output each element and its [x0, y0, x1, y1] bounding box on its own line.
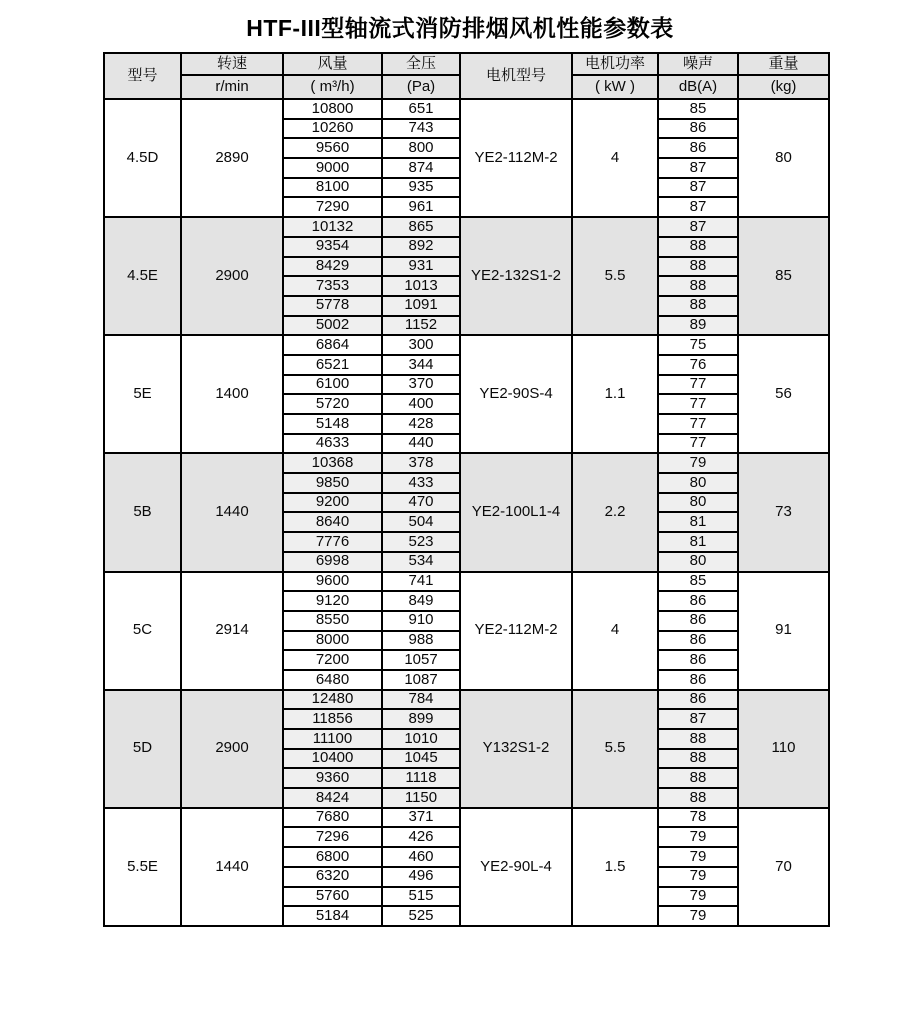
pressure-cell: 470: [382, 493, 460, 513]
speed-cell: 1400: [181, 335, 283, 453]
pressure-cell: 1091: [382, 296, 460, 316]
pressure-cell: 849: [382, 591, 460, 611]
noise-cell: 87: [658, 197, 738, 217]
pressure-cell: 874: [382, 158, 460, 178]
airflow-cell: 6100: [283, 375, 382, 395]
airflow-cell: 7776: [283, 532, 382, 552]
airflow-cell: 7353: [283, 276, 382, 296]
airflow-cell: 5760: [283, 887, 382, 907]
speed-cell: 2900: [181, 217, 283, 335]
pressure-cell: 1010: [382, 729, 460, 749]
col-header-model: 型号: [104, 53, 181, 99]
pressure-cell: 400: [382, 394, 460, 414]
noise-cell: 87: [658, 178, 738, 198]
table-row-5D-1: [104, 690, 829, 710]
pressure-cell: 931: [382, 257, 460, 277]
airflow-cell: 9354: [283, 237, 382, 257]
noise-cell: 88: [658, 788, 738, 808]
pressure-cell: 784: [382, 690, 460, 710]
noise-cell: 77: [658, 434, 738, 454]
noise-cell: 79: [658, 847, 738, 867]
noise-cell: 85: [658, 99, 738, 119]
col-header-noise: 噪声: [658, 53, 738, 75]
noise-cell: 88: [658, 768, 738, 788]
page-title: HTF-III型轴流式消防排烟风机性能参数表: [246, 15, 674, 41]
power-cell: 2.2: [572, 453, 658, 571]
pressure-cell: 910: [382, 611, 460, 631]
pressure-cell: 1045: [382, 749, 460, 769]
noise-cell: 79: [658, 906, 738, 926]
airflow-cell: 5002: [283, 316, 382, 336]
power-cell: 1.5: [572, 808, 658, 926]
col-unit-noise: dB(A): [658, 75, 738, 99]
col-unit-weight: (kg): [738, 75, 829, 99]
power-cell: 4: [572, 572, 658, 690]
weight-cell: 110: [738, 690, 829, 808]
table-row-4.5D-1: [104, 99, 829, 119]
pressure-cell: 300: [382, 335, 460, 355]
noise-cell: 79: [658, 887, 738, 907]
pressure-cell: 988: [382, 631, 460, 651]
noise-cell: 88: [658, 257, 738, 277]
noise-cell: 86: [658, 670, 738, 690]
noise-cell: 78: [658, 808, 738, 828]
motor-cell: YE2-132S1-2: [460, 217, 572, 335]
airflow-cell: 8429: [283, 257, 382, 277]
airflow-cell: 7200: [283, 650, 382, 670]
pressure-cell: 344: [382, 355, 460, 375]
pressure-cell: 433: [382, 473, 460, 493]
speed-cell: 2890: [181, 99, 283, 217]
noise-cell: 81: [658, 532, 738, 552]
noise-cell: 86: [658, 119, 738, 139]
power-cell: 4: [572, 99, 658, 217]
airflow-cell: 8100: [283, 178, 382, 198]
airflow-cell: 5778: [283, 296, 382, 316]
col-header-speed: 转速: [181, 53, 283, 75]
noise-cell: 79: [658, 453, 738, 473]
pressure-cell: 1150: [382, 788, 460, 808]
speed-cell: 2914: [181, 572, 283, 690]
airflow-cell: 9120: [283, 591, 382, 611]
col-unit-speed: r/min: [181, 75, 283, 99]
airflow-cell: 9600: [283, 572, 382, 592]
weight-cell: 56: [738, 335, 829, 453]
model-cell: 5E: [104, 335, 181, 453]
airflow-cell: 8000: [283, 631, 382, 651]
fan-spec-table: [103, 52, 830, 927]
airflow-cell: 6480: [283, 670, 382, 690]
noise-cell: 77: [658, 394, 738, 414]
header-label-row: [104, 53, 829, 75]
pressure-cell: 935: [382, 178, 460, 198]
table-row-5B-1: [104, 453, 829, 473]
weight-cell: 85: [738, 217, 829, 335]
noise-cell: 88: [658, 749, 738, 769]
noise-cell: 77: [658, 414, 738, 434]
pressure-cell: 651: [382, 99, 460, 119]
noise-cell: 86: [658, 611, 738, 631]
model-cell: 5B: [104, 453, 181, 571]
pressure-cell: 428: [382, 414, 460, 434]
pressure-cell: 899: [382, 709, 460, 729]
table-header: [104, 53, 829, 99]
pressure-cell: 371: [382, 808, 460, 828]
pressure-cell: 1118: [382, 768, 460, 788]
noise-cell: 85: [658, 572, 738, 592]
airflow-cell: 11856: [283, 709, 382, 729]
noise-cell: 86: [658, 650, 738, 670]
pressure-cell: 370: [382, 375, 460, 395]
pressure-cell: 460: [382, 847, 460, 867]
col-header-weight: 重量: [738, 53, 829, 75]
noise-cell: 87: [658, 217, 738, 237]
noise-cell: 79: [658, 867, 738, 887]
airflow-cell: 12480: [283, 690, 382, 710]
pressure-cell: 961: [382, 197, 460, 217]
noise-cell: 86: [658, 690, 738, 710]
pressure-cell: 741: [382, 572, 460, 592]
noise-cell: 75: [658, 335, 738, 355]
speed-cell: 1440: [181, 453, 283, 571]
col-header-airflow: 风量: [283, 53, 382, 75]
col-header-power: 电机功率: [572, 53, 658, 75]
pressure-cell: 1087: [382, 670, 460, 690]
airflow-cell: 6521: [283, 355, 382, 375]
airflow-cell: 8550: [283, 611, 382, 631]
airflow-cell: 6998: [283, 552, 382, 572]
motor-cell: YE2-90S-4: [460, 335, 572, 453]
noise-cell: 89: [658, 316, 738, 336]
airflow-cell: 4633: [283, 434, 382, 454]
airflow-cell: 8640: [283, 512, 382, 532]
weight-cell: 73: [738, 453, 829, 571]
model-cell: 5.5E: [104, 808, 181, 926]
noise-cell: 87: [658, 158, 738, 178]
airflow-cell: 9200: [283, 493, 382, 513]
pressure-cell: 534: [382, 552, 460, 572]
airflow-cell: 9850: [283, 473, 382, 493]
table-body: [104, 99, 829, 926]
pressure-cell: 496: [382, 867, 460, 887]
noise-cell: 88: [658, 276, 738, 296]
power-cell: 5.5: [572, 217, 658, 335]
weight-cell: 70: [738, 808, 829, 926]
pressure-cell: 426: [382, 827, 460, 847]
pressure-cell: 1057: [382, 650, 460, 670]
noise-cell: 87: [658, 709, 738, 729]
noise-cell: 86: [658, 631, 738, 651]
power-cell: 5.5: [572, 690, 658, 808]
noise-cell: 88: [658, 729, 738, 749]
col-header-motor: 电机型号: [460, 53, 572, 99]
pressure-cell: 1013: [382, 276, 460, 296]
motor-cell: YE2-112M-2: [460, 99, 572, 217]
airflow-cell: 6800: [283, 847, 382, 867]
table-row-5.5E-1: [104, 808, 829, 828]
pressure-cell: 378: [382, 453, 460, 473]
col-unit-pressure: (Pa): [382, 75, 460, 99]
pressure-cell: 515: [382, 887, 460, 907]
noise-cell: 80: [658, 552, 738, 572]
col-unit-airflow: ( m³/h): [283, 75, 382, 99]
airflow-cell: 5720: [283, 394, 382, 414]
pressure-cell: 743: [382, 119, 460, 139]
pressure-cell: 892: [382, 237, 460, 257]
airflow-cell: 10400: [283, 749, 382, 769]
table-row-4.5E-1: [104, 217, 829, 237]
col-unit-power: ( kW ): [572, 75, 658, 99]
weight-cell: 91: [738, 572, 829, 690]
model-cell: 5D: [104, 690, 181, 808]
speed-cell: 1440: [181, 808, 283, 926]
pressure-cell: 523: [382, 532, 460, 552]
table-row-5C-1: [104, 572, 829, 592]
airflow-cell: 7290: [283, 197, 382, 217]
weight-cell: 80: [738, 99, 829, 217]
model-cell: 5C: [104, 572, 181, 690]
pressure-cell: 1152: [382, 316, 460, 336]
airflow-cell: 7296: [283, 827, 382, 847]
noise-cell: 81: [658, 512, 738, 532]
power-cell: 1.1: [572, 335, 658, 453]
airflow-cell: 10132: [283, 217, 382, 237]
airflow-cell: 8424: [283, 788, 382, 808]
noise-cell: 88: [658, 296, 738, 316]
noise-cell: 88: [658, 237, 738, 257]
pressure-cell: 504: [382, 512, 460, 532]
noise-cell: 86: [658, 138, 738, 158]
airflow-cell: 9560: [283, 138, 382, 158]
noise-cell: 79: [658, 827, 738, 847]
airflow-cell: 9360: [283, 768, 382, 788]
speed-cell: 2900: [181, 690, 283, 808]
airflow-cell: 11100: [283, 729, 382, 749]
noise-cell: 77: [658, 375, 738, 395]
motor-cell: YE2-90L-4: [460, 808, 572, 926]
motor-cell: YE2-112M-2: [460, 572, 572, 690]
noise-cell: 80: [658, 473, 738, 493]
airflow-cell: 5148: [283, 414, 382, 434]
model-cell: 4.5E: [104, 217, 181, 335]
airflow-cell: 9000: [283, 158, 382, 178]
airflow-cell: 5184: [283, 906, 382, 926]
pressure-cell: 800: [382, 138, 460, 158]
airflow-cell: 10368: [283, 453, 382, 473]
motor-cell: Y132S1-2: [460, 690, 572, 808]
col-header-pressure: 全压: [382, 53, 460, 75]
pressure-cell: 440: [382, 434, 460, 454]
pressure-cell: 525: [382, 906, 460, 926]
noise-cell: 76: [658, 355, 738, 375]
airflow-cell: 10260: [283, 119, 382, 139]
pressure-cell: 865: [382, 217, 460, 237]
model-cell: 4.5D: [104, 99, 181, 217]
airflow-cell: 6864: [283, 335, 382, 355]
noise-cell: 86: [658, 591, 738, 611]
table-row-5E-1: [104, 335, 829, 355]
airflow-cell: 6320: [283, 867, 382, 887]
noise-cell: 80: [658, 493, 738, 513]
airflow-cell: 7680: [283, 808, 382, 828]
motor-cell: YE2-100L1-4: [460, 453, 572, 571]
airflow-cell: 10800: [283, 99, 382, 119]
